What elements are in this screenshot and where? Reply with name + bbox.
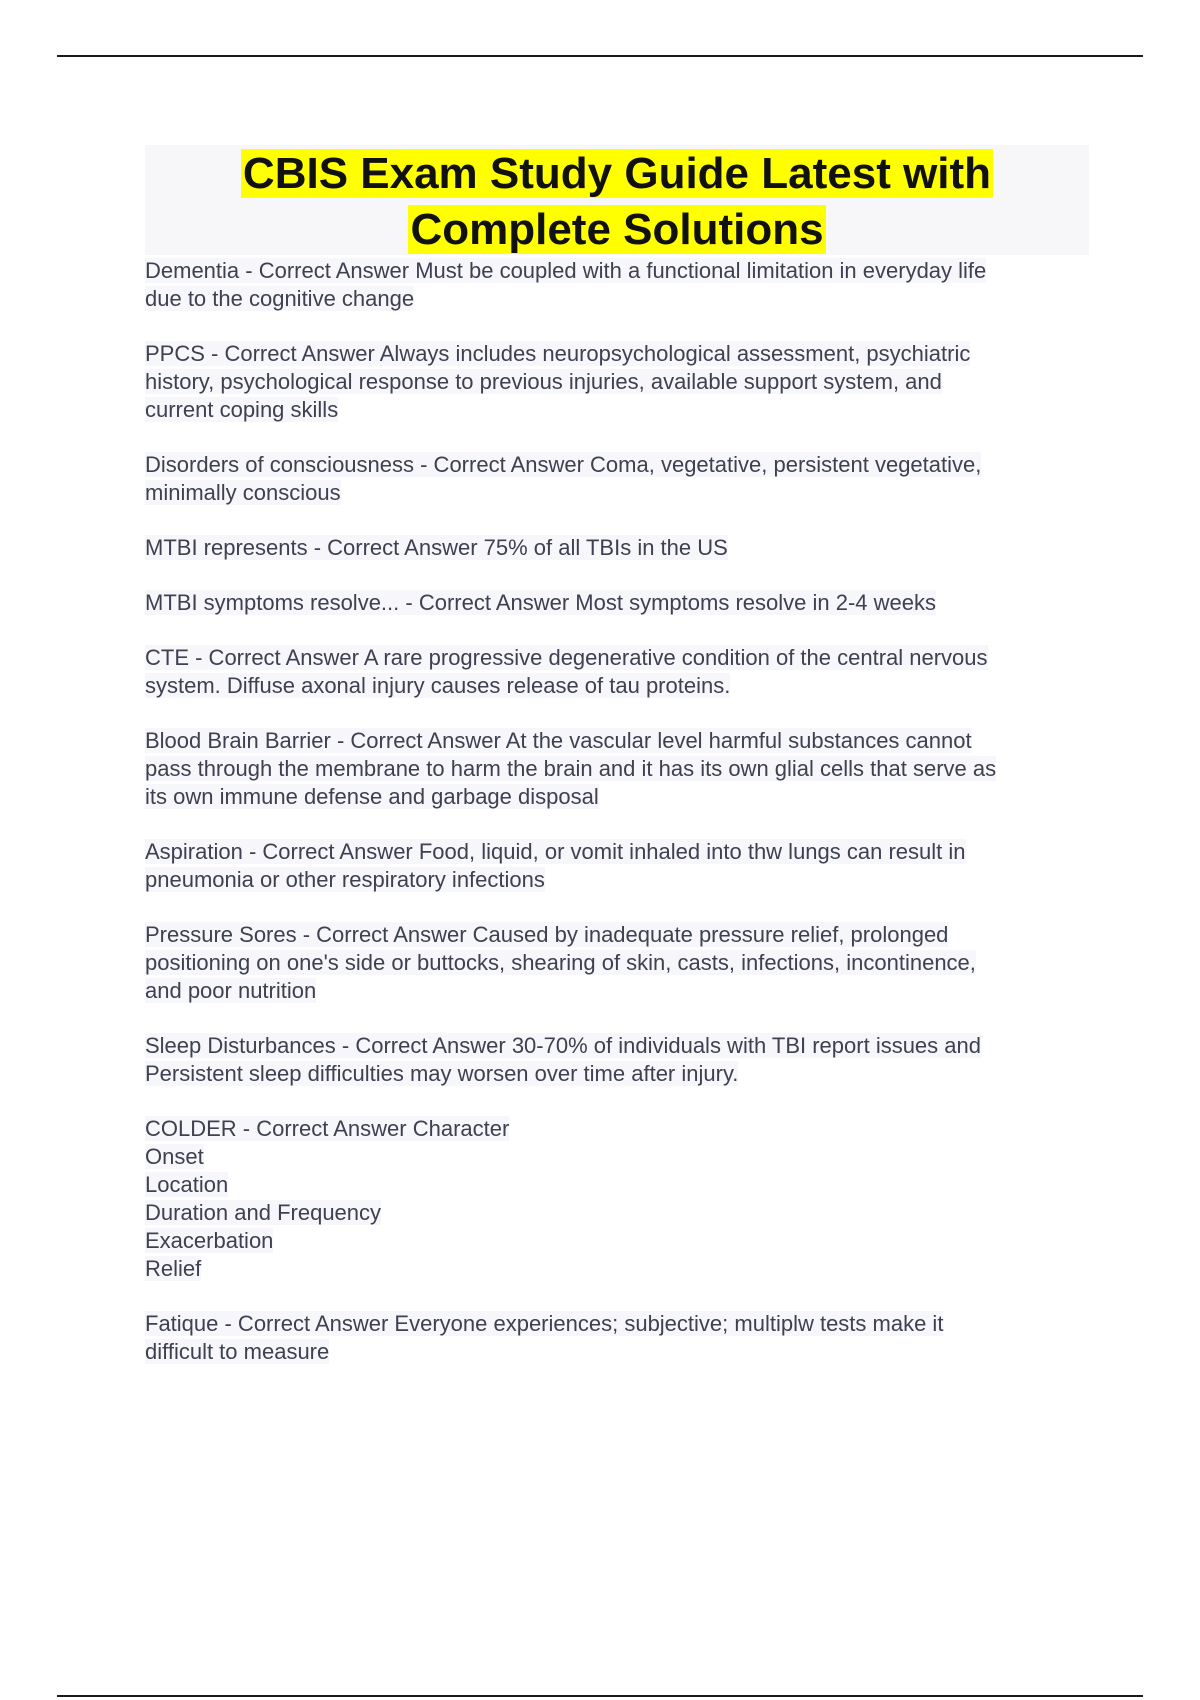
entry-line xyxy=(145,396,1090,424)
qa-entries xyxy=(145,257,1090,1393)
entry-line-text: Duration and Frequency xyxy=(145,1200,382,1225)
entry-line xyxy=(145,672,1090,700)
title-line-1: CBIS Exam Study Guide Latest with xyxy=(242,149,992,198)
entry-line xyxy=(145,285,1090,313)
entry-line-text: minimally conscious xyxy=(145,480,341,505)
entry-line xyxy=(145,866,1090,894)
qa-entry xyxy=(145,534,1090,562)
entry-line-text: Disorders of consciousness - Correct Answer Coma, vegetative, persistent vegetative, xyxy=(145,452,982,477)
qa-entry xyxy=(145,1115,1090,1283)
entry-line xyxy=(145,340,1090,368)
entry-line xyxy=(145,589,1090,617)
entry-line xyxy=(145,921,1090,949)
document-title xyxy=(145,146,1089,258)
entry-line-text: due to the cognitive change xyxy=(145,286,415,311)
entry-line xyxy=(145,1227,1090,1255)
qa-entry xyxy=(145,838,1090,894)
entry-line xyxy=(145,368,1090,396)
entry-line-text: positioning on one's side or buttocks, shearing of skin, casts, infections, incontinence, xyxy=(145,950,976,975)
entry-line xyxy=(145,949,1090,977)
entry-line-text: pass through the membrane to harm the brain and it has its own glial cells that serve as xyxy=(145,756,997,781)
entry-line-text: Persistent sleep difficulties may worsen over time after injury. xyxy=(145,1061,739,1086)
qa-entry xyxy=(145,727,1090,811)
entry-line-text: Location xyxy=(145,1172,229,1197)
entry-line xyxy=(145,1199,1090,1227)
entry-line xyxy=(145,451,1090,479)
entry-line-text: PPCS - Correct Answer Always includes neuropsychological assessment, psychiatric xyxy=(145,341,971,366)
entry-line xyxy=(145,1115,1090,1143)
qa-entry xyxy=(145,1310,1090,1366)
qa-entry xyxy=(145,589,1090,617)
qa-entry xyxy=(145,340,1090,424)
entry-line-text: COLDER - Correct Answer Character xyxy=(145,1116,510,1141)
entry-line-text: MTBI symptoms resolve... - Correct Answer Most symptoms resolve in 2-4 weeks xyxy=(145,590,936,615)
entry-line-text: system. Diffuse axonal injury causes release of tau proteins. xyxy=(145,673,731,698)
entry-line xyxy=(145,534,1090,562)
title-line-2: Complete Solutions xyxy=(410,205,824,254)
entry-line-text: Exacerbation xyxy=(145,1228,274,1253)
entry-line-text: Fatique - Correct Answer Everyone experiences; subjective; multiplw tests make it xyxy=(145,1311,944,1336)
entry-line-text: MTBI represents - Correct Answer 75% of all TBIs in the US xyxy=(145,535,728,560)
entry-line xyxy=(145,1338,1090,1366)
entry-line-text: Aspiration - Correct Answer Food, liquid, or vomit inhaled into thw lungs can result in xyxy=(145,839,966,864)
entry-line xyxy=(145,1060,1090,1088)
entry-line xyxy=(145,1032,1090,1060)
entry-line xyxy=(145,977,1090,1005)
entry-line xyxy=(145,838,1090,866)
entry-line xyxy=(145,644,1090,672)
qa-entry xyxy=(145,644,1090,700)
entry-line-text: difficult to measure xyxy=(145,1339,330,1364)
entry-line xyxy=(145,1143,1090,1171)
bottom-rule xyxy=(57,1695,1143,1697)
entry-line-text: current coping skills xyxy=(145,397,339,422)
entry-line xyxy=(145,479,1090,507)
entry-line-text: its own immune defense and garbage disposal xyxy=(145,784,599,809)
entry-line-text: Relief xyxy=(145,1256,202,1281)
entry-line xyxy=(145,1310,1090,1338)
entry-line-text: Onset xyxy=(145,1144,204,1169)
entry-line xyxy=(145,257,1090,285)
entry-line-text: history, psychological response to previous injuries, available support system, and xyxy=(145,369,942,394)
entry-line xyxy=(145,1171,1090,1199)
qa-entry xyxy=(145,921,1090,1005)
entry-line xyxy=(145,783,1090,811)
entry-line-text: Pressure Sores - Correct Answer Caused by inadequate pressure relief, prolonged xyxy=(145,922,949,947)
entry-line xyxy=(145,727,1090,755)
qa-entry xyxy=(145,451,1090,507)
entry-line xyxy=(145,1255,1090,1283)
entry-line-text: Dementia - Correct Answer Must be coupled with a functional limitation in everyday life xyxy=(145,258,987,283)
entry-line-text: Sleep Disturbances - Correct Answer 30-70% of individuals with TBI report issues and xyxy=(145,1033,981,1058)
entry-line-text: and poor nutrition xyxy=(145,978,317,1003)
entry-line-text: Blood Brain Barrier - Correct Answer At the vascular level harmful substances cannot xyxy=(145,728,972,753)
qa-entry xyxy=(145,1032,1090,1088)
qa-entry xyxy=(145,257,1090,313)
entry-line xyxy=(145,755,1090,783)
top-rule xyxy=(57,55,1143,57)
entry-line-text: pneumonia or other respiratory infections xyxy=(145,867,545,892)
entry-line-text: CTE - Correct Answer A rare progressive degenerative condition of the central nervous xyxy=(145,645,988,670)
